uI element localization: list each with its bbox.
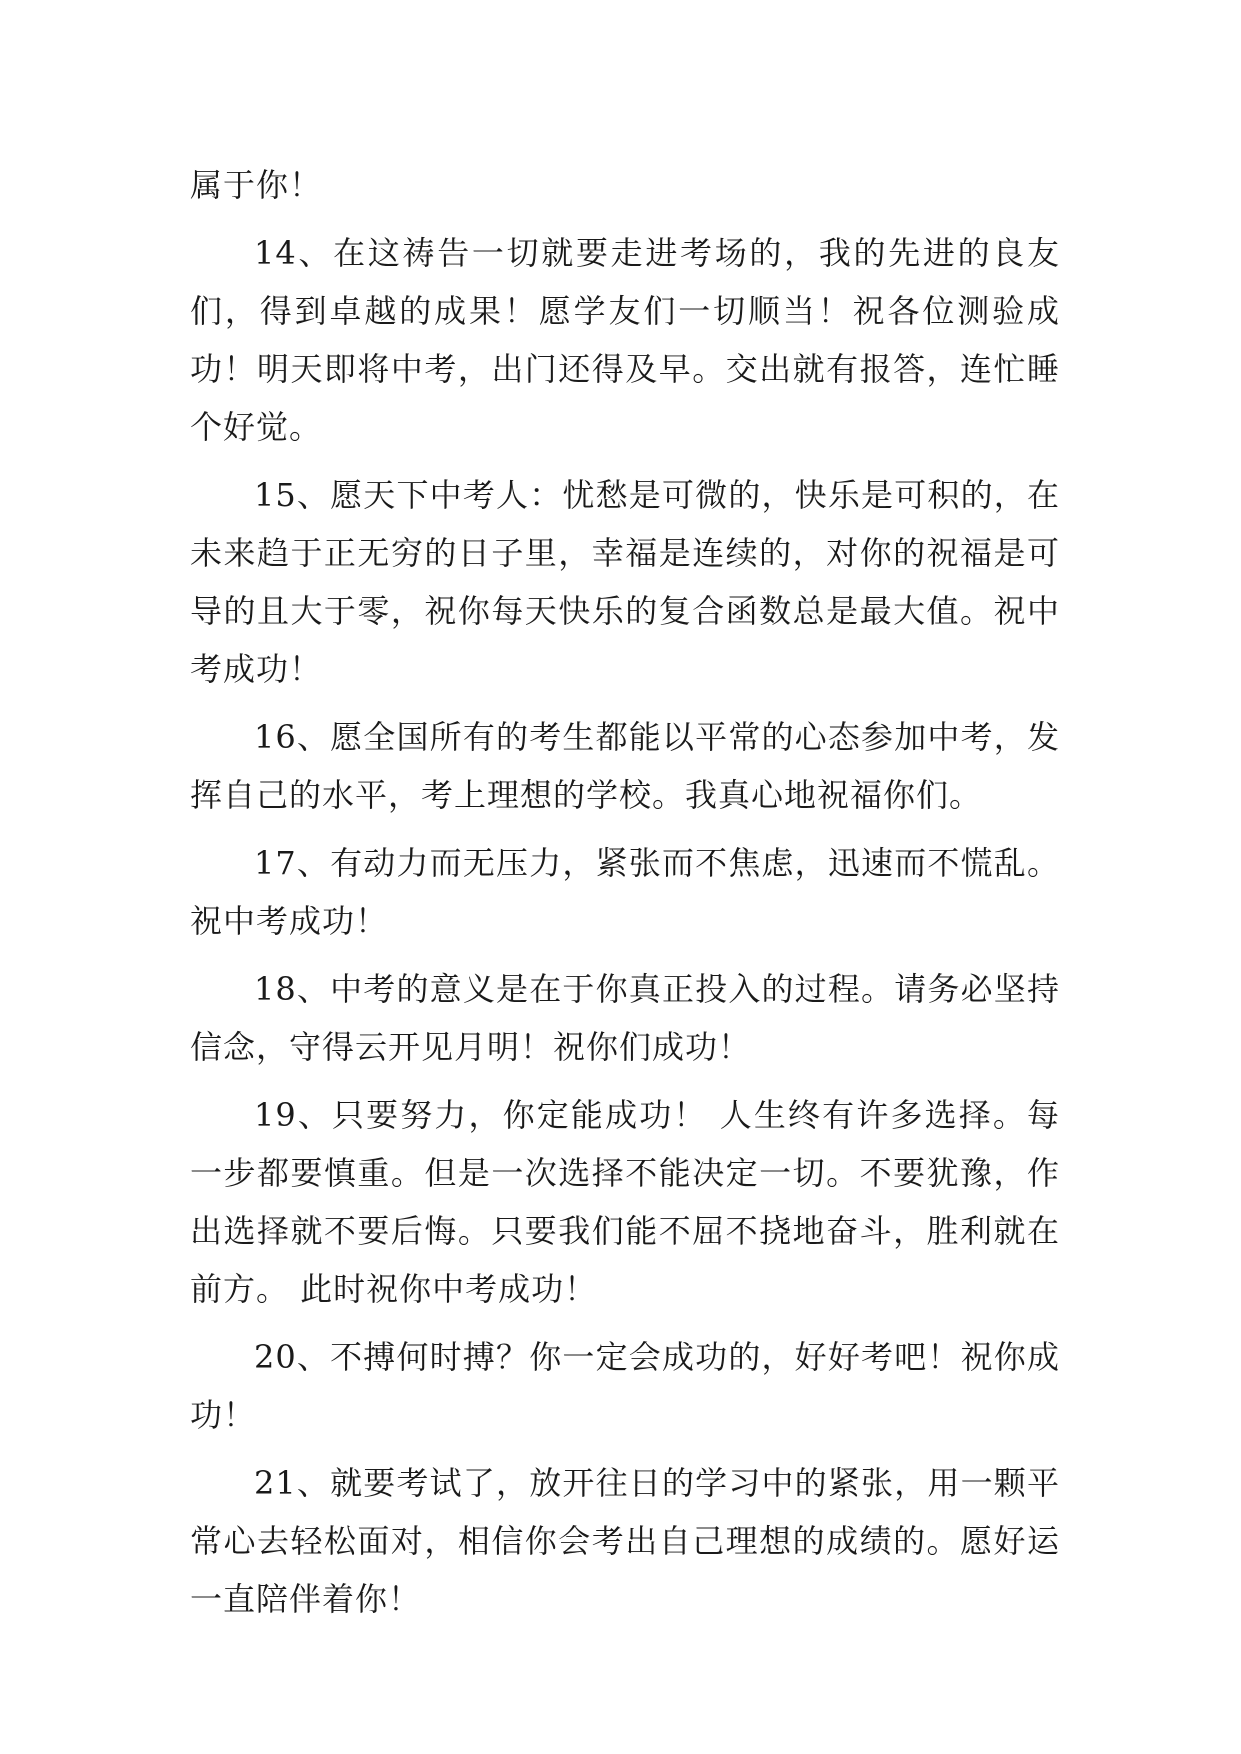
paragraph-14: 14、在这祷告一切就要走进考场的，我的先进的良友们，得到卓越的成果！愿学友们一切顺当！祝各位测验成功！明天即将中考，出门还得及早。交出就有报答，连忙睡个好觉。 bbox=[190, 234, 1060, 446]
paragraph-19: 19、只要努力，你定能成功！ 人生终有许多选择。每一步都要慎重。但是一次选择不能决定一切。不要犹豫，作出选择就不要后悔。只要我们能不屈不挠地奋斗，胜利就在前方。 此时祝你中考成功！ bbox=[190, 1096, 1060, 1308]
paragraph-17: 17、有动力而无压力，紧张而不焦虑，迅速而不慌乱。祝中考成功！ bbox=[190, 844, 1060, 940]
paragraph-15: 15、愿天下中考人：忧愁是可微的，快乐是可积的，在未来趋于正无穷的日子里，幸福是连续的，对你的祝福是可导的且大于零，祝你每天快乐的复合函数总是最大值。祝中考成功！ bbox=[190, 476, 1060, 688]
paragraph-continuation: 属于你！ bbox=[190, 166, 323, 204]
paragraph-18: 18、中考的意义是在于你真正投入的过程。请务必坚持信念，守得云开见月明！祝你们成功！ bbox=[190, 970, 1060, 1066]
body-text bbox=[190, 156, 1060, 1638]
paragraph-21: 21、就要考试了，放开往日的学习中的紧张，用一颗平常心去轻松面对，相信你会考出自己理想的成绩的。愿好运一直陪伴着你！ bbox=[190, 1464, 1060, 1618]
paragraph-20: 20、不搏何时搏？你一定会成功的，好好考吧！祝你成功！ bbox=[190, 1338, 1060, 1434]
paragraph-16: 16、愿全国所有的考生都能以平常的心态参加中考，发挥自己的水平，考上理想的学校。我真心地祝福你们。 bbox=[190, 718, 1060, 814]
